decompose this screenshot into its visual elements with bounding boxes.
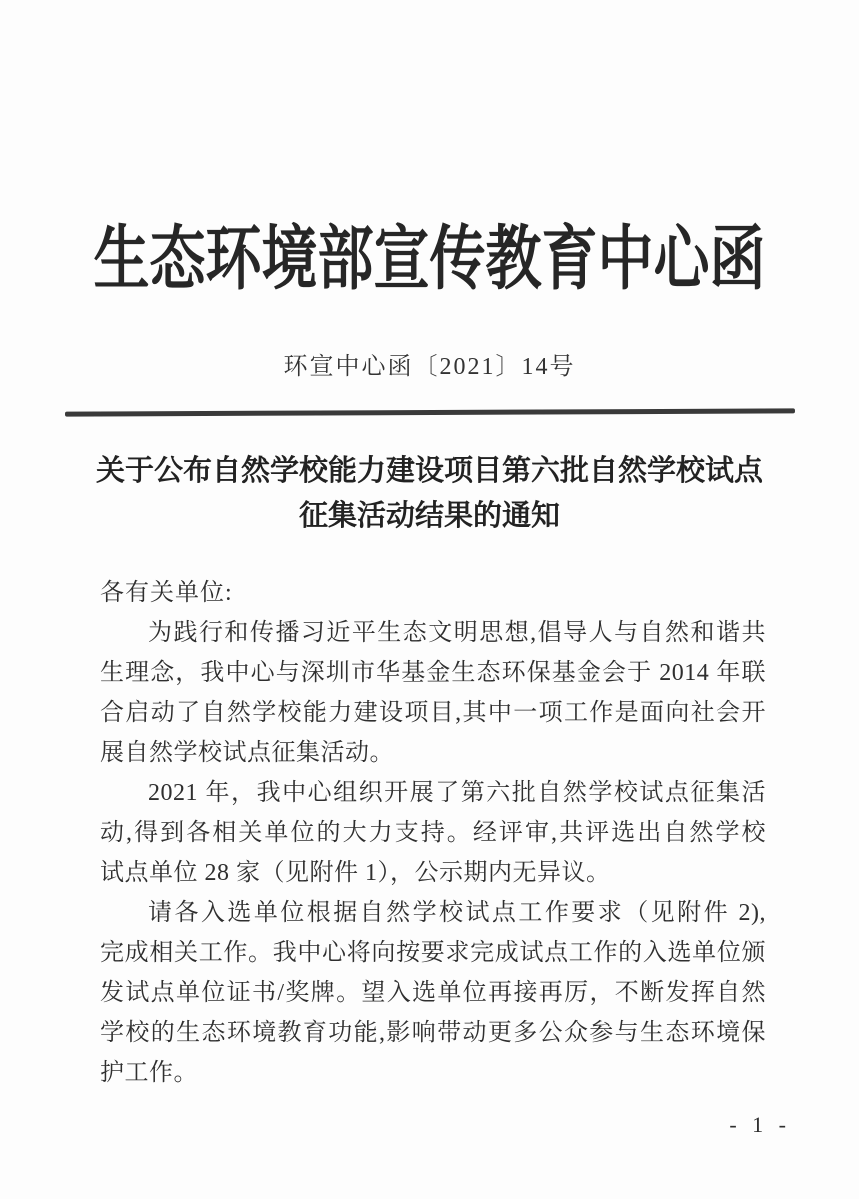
body-line: 完成相关工作。我中心将向按要求完成试点工作的入选单位颁 <box>100 940 766 966</box>
notice-title <box>80 449 780 539</box>
body-line: 请各入选单位根据自然学校试点工作要求（见附件 2), <box>148 900 766 926</box>
notice-title-line-1: 关于公布自然学校能力建设项目第六批自然学校试点 <box>95 455 763 487</box>
page-number: - 1 - <box>729 1112 791 1137</box>
body-line: 2021 年，我中心组织开展了第六批自然学校试点征集活 <box>148 780 766 806</box>
body-line: 护工作。 <box>100 1060 198 1086</box>
notice-body <box>100 573 766 1093</box>
body-line: 发试点单位证书/奖牌。望入选单位再接再厉，不断发挥自然 <box>100 980 766 1006</box>
body-line: 合启动了自然学校能力建设项目,其中一项工作是面向社会开 <box>100 700 766 726</box>
body-line: 展自然学校试点征集活动。 <box>100 740 394 766</box>
salutation: 各有关单位: <box>100 580 233 606</box>
document-number: 环宣中心函〔2021〕14号 <box>283 354 576 380</box>
paragraph-1 <box>100 613 766 773</box>
body-line: 学校的生态环境教育功能,影响带动更多公众参与生态环境保 <box>100 1020 766 1046</box>
paragraph-2 <box>100 773 766 893</box>
body-line: 生理念，我中心与深圳市华基金生态环保基金会于 2014 年联 <box>100 660 766 686</box>
notice-title-line-2: 征集活动结果的通知 <box>298 500 560 532</box>
paragraph-3 <box>100 893 766 1093</box>
body-line: 为践行和传播习近平生态文明思想,倡导人与自然和谐共 <box>148 620 766 646</box>
body-line: 动,得到各相关单位的大力支持。经评审,共评选出自然学校 <box>100 820 766 846</box>
body-line: 试点单位 28 家（见附件 1），公示期内无异议。 <box>100 860 611 886</box>
letterhead-divider-rule <box>64 408 794 416</box>
letterhead-title: 生态环境部宣传教育中心函 <box>93 221 766 299</box>
